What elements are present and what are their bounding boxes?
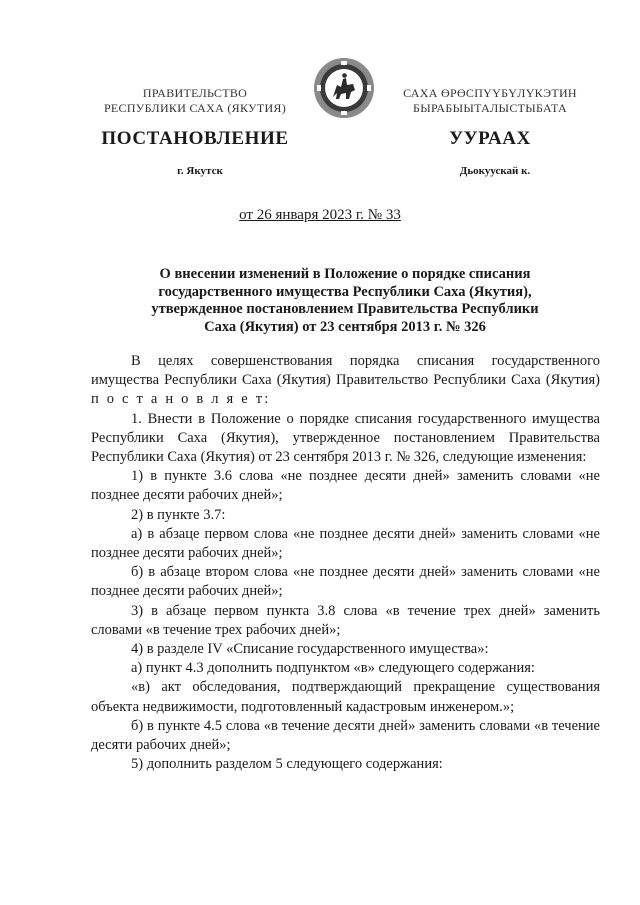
- body-paragraph: б) в пункте 4.5 слова «в течение десяти дней» заменить словами «в течение десяти рабочих дней»;: [91, 717, 600, 754]
- header-right-line1: САХА ӨРӨСПҮҮБҮЛҮКЭТИН: [403, 86, 577, 100]
- body-paragraph: 1. Внести в Положение о порядке списания государственного имущества Республики Саха (Якутия), утвержденное постановлением Правительства Республики Саха (Якутия) от 23 сентября 2013 г. № 326, следующие изменения:: [91, 410, 600, 466]
- date-and-number: от 26 января 2023 г. № 33: [239, 207, 401, 223]
- city-dyokuuskai: Дьокуускай к.: [459, 165, 531, 177]
- header-left-line2: РЕСПУБЛИКИ САХА (ЯКУТИЯ): [103, 101, 287, 115]
- body-paragraph: а) пункт 4.3 дополнить подпунктом «в» следующего содержания:: [131, 660, 535, 677]
- document-title-line: О внесении изменений в Положение о порядке списания: [159, 266, 531, 282]
- body-paragraph: 2) в пункте 3.7:: [131, 506, 226, 523]
- document-title-line: государственного имущества Республики Саха (Якутия),: [158, 283, 532, 300]
- header-right-line2: БЫРАБЫЫТАЛЫСТЫБАТА: [413, 101, 567, 115]
- document-title-line: утвержденное постановлением Правительства Республики: [151, 301, 539, 317]
- title-uuraakh: УУРААХ: [449, 128, 531, 149]
- intro-text: В целях совершенствования порядка списания государственного имущества Республики Саха (Якутия) Правительство Республики Саха (Якутия): [91, 353, 600, 389]
- header-left-org: [85, 86, 305, 116]
- intro-paragraph: [91, 352, 600, 410]
- header-right-org: [385, 86, 595, 116]
- body-paragraph: 5) дополнить разделом 5 следующего содержания:: [131, 756, 443, 773]
- document-title-line: Саха (Якутия) от 23 сентября 2013 г. № 326: [204, 318, 486, 335]
- body-paragraph: 4) в разделе IV «Списание государственного имущества»:: [131, 641, 489, 658]
- body-paragraph: «в) акт обследования, подтверждающий прекращение существования объекта недвижимости, подготовленный кадастровым инженером.»;: [91, 679, 600, 715]
- body-paragraph: б) в абзаце втором слова «не позднее десяти дней» заменить словами «не позднее десяти рабочих дней»;: [91, 564, 600, 600]
- body-paragraph: 3) в абзаце первом пункта 3.8 слова «в течение трех дней» заменить словами «в течение трех рабочих дней»;: [91, 602, 600, 638]
- body-paragraph: а) в абзаце первом слова «не позднее десяти дней» заменить словами «не позднее десяти рабочих дней»;: [91, 525, 600, 562]
- document-title: [90, 266, 600, 336]
- intro-decree-word: п о с т а н о в л я е т:: [91, 391, 271, 408]
- header-left-line1: ПРАВИТЕЛЬСТВО: [142, 86, 248, 100]
- coat-of-arms-icon: [313, 57, 375, 119]
- document-body: [91, 352, 600, 774]
- city-yakutsk: г. Якутск: [177, 165, 223, 177]
- body-paragraph: 1) в пункте 3.6 слова «не позднее десяти дней» заменить словами «не позднее десяти рабочих дней»;: [91, 468, 600, 504]
- title-postanovlenie: ПОСТАНОВЛЕНИЕ: [101, 128, 289, 149]
